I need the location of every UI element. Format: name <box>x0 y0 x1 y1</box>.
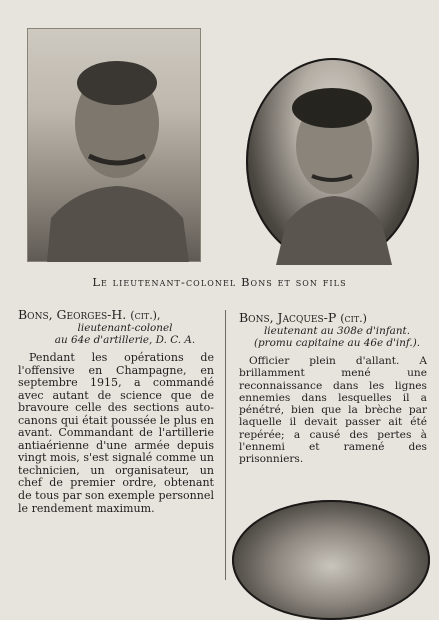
entry-son <box>239 310 427 466</box>
figure-caption: Le lieutenant-colonel Bons et son fils <box>92 275 347 289</box>
father-name: Bons, Georges-H. <box>18 307 127 322</box>
father-citation: (cit.), <box>130 309 161 322</box>
father-name-line <box>18 307 214 322</box>
son-promotion-note: (promu capitaine au 46e d'inf.). <box>253 337 421 349</box>
father-unit: au 64e d'artillerie, D. C. A. <box>54 334 196 346</box>
son-citation: (cit.) <box>340 312 367 325</box>
son-rank: lieutenant au 308e d'infant. <box>263 325 411 337</box>
son-silhouette <box>246 58 419 265</box>
father-rank: lieutenant-colonel <box>77 322 173 334</box>
entry-father <box>18 307 214 515</box>
portrait-son <box>246 58 419 265</box>
portrait-partial <box>232 500 430 620</box>
father-citation-text: Pendant les opérations de l'offensive en Champagne, en septembre 1915, a commandé avec autant de science que de bravoure celle des sections auto-canons qui était poussée le plus en avant. Commandant de l'artillerie antiaérienne d'une armée depuis vingt mois, s'est signalé comme un technicien, un organisateur, un chef de premier ordre, obtenant de tous par son exemple personnel le rendement maximum. <box>18 351 215 515</box>
father-silhouette <box>27 28 201 262</box>
portrait-father <box>27 28 201 262</box>
column-divider <box>225 310 226 580</box>
son-name-line <box>239 310 427 325</box>
son-citation-text: Officier plein d'allant. A brillamment mené une reconnaissance dans les lignes ennemies dans lesquelles il a pénétré, bien que la brèche par laquelle il devait passer ait été repérée; a causé des pertes à l'ennemi et ramené des prisonniers. <box>239 355 427 466</box>
son-name: Bons, Jacques-P <box>239 310 337 325</box>
